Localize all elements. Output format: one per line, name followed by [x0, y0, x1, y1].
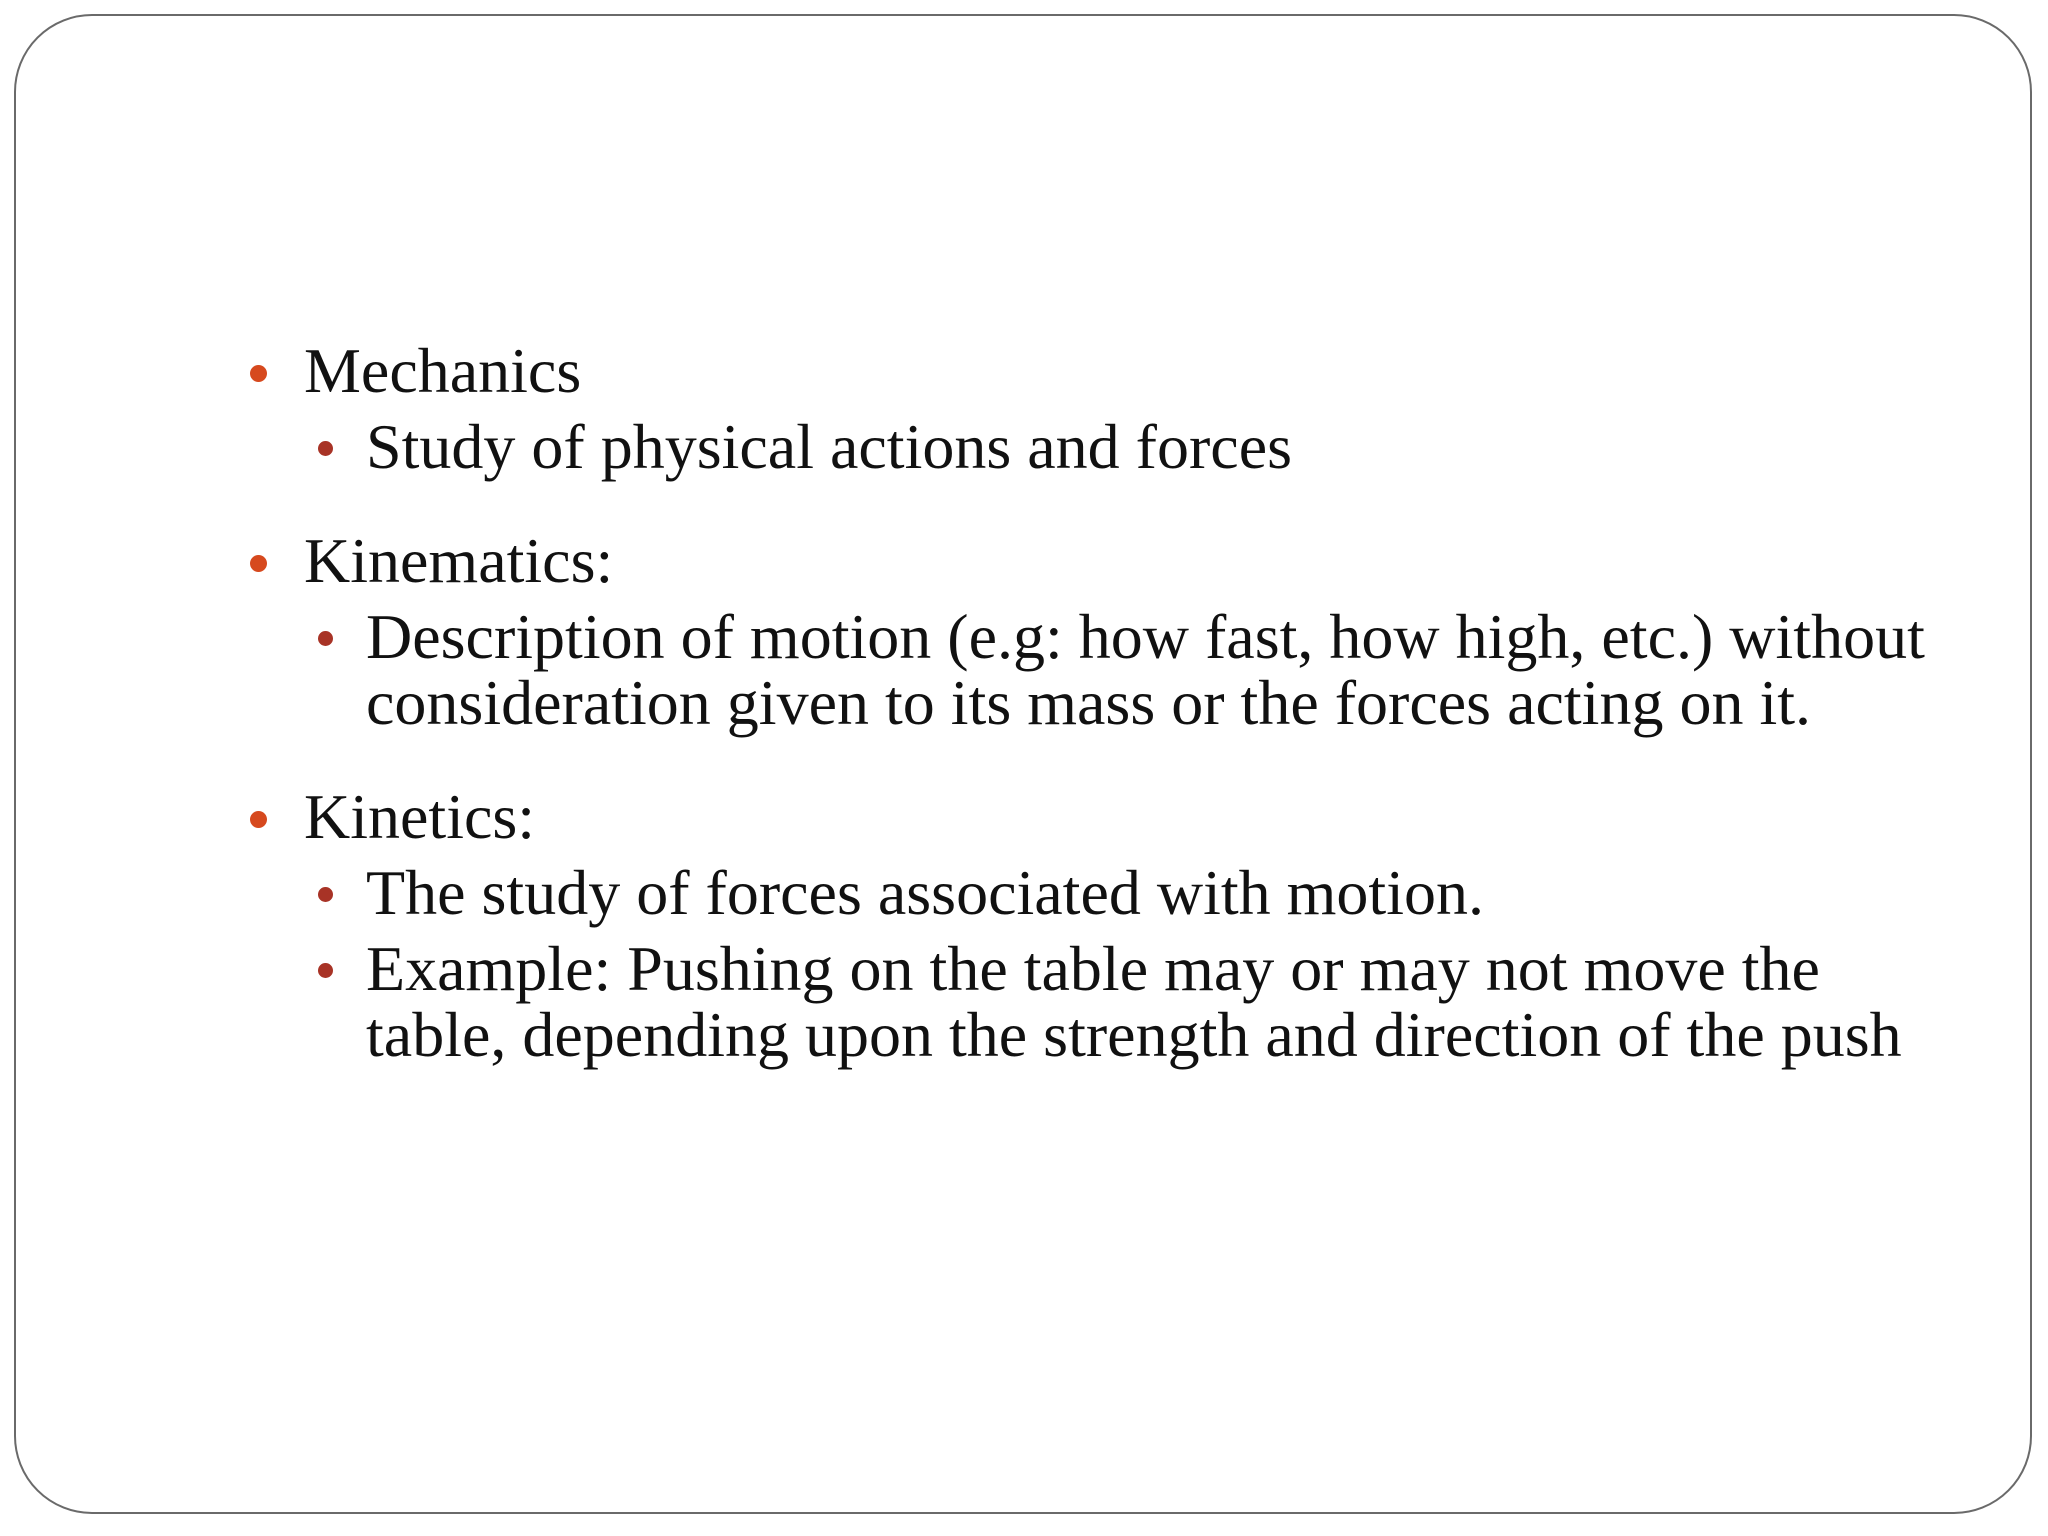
bullet-heading: Kinematics: — [304, 525, 614, 596]
bullet-dot-icon — [250, 811, 267, 828]
slide-frame — [14, 14, 2032, 1514]
sub-bullet-text: Example: Pushing on the table may or may not move the table, depending upon the strength and direction of the push — [366, 933, 1902, 1070]
section-kinematics — [248, 526, 1948, 736]
bullet-item-kinematics — [248, 526, 1948, 596]
bullet-dot-icon — [250, 365, 267, 382]
sub-bullet-text: The study of forces associated with motion. — [366, 857, 1484, 928]
bullet-dot-icon — [250, 555, 267, 572]
sub-bullet-dot-icon — [318, 631, 333, 646]
bullet-item-mechanics — [248, 336, 1948, 406]
sub-bullet-dot-icon — [318, 887, 333, 902]
section-mechanics — [248, 336, 1948, 480]
sub-bullet-item — [366, 857, 1948, 928]
sub-bullet-item — [366, 601, 1948, 738]
bullet-heading: Kinetics: — [304, 781, 536, 852]
bullet-heading: Mechanics — [304, 335, 582, 406]
sub-bullet-text: Study of physical actions and forces — [366, 411, 1292, 482]
sub-bullet-item — [366, 933, 1948, 1070]
bullet-item-kinetics — [248, 782, 1948, 852]
slide-content — [248, 336, 1948, 1114]
sub-bullet-dot-icon — [318, 963, 333, 978]
section-kinetics — [248, 782, 1948, 1068]
sub-bullet-text: Description of motion (e.g: how fast, how high, etc.) without consideration given to its mass or the forces acting on it. — [366, 601, 1925, 738]
sub-bullet-dot-icon — [318, 441, 333, 456]
sub-bullet-item — [366, 411, 1948, 482]
